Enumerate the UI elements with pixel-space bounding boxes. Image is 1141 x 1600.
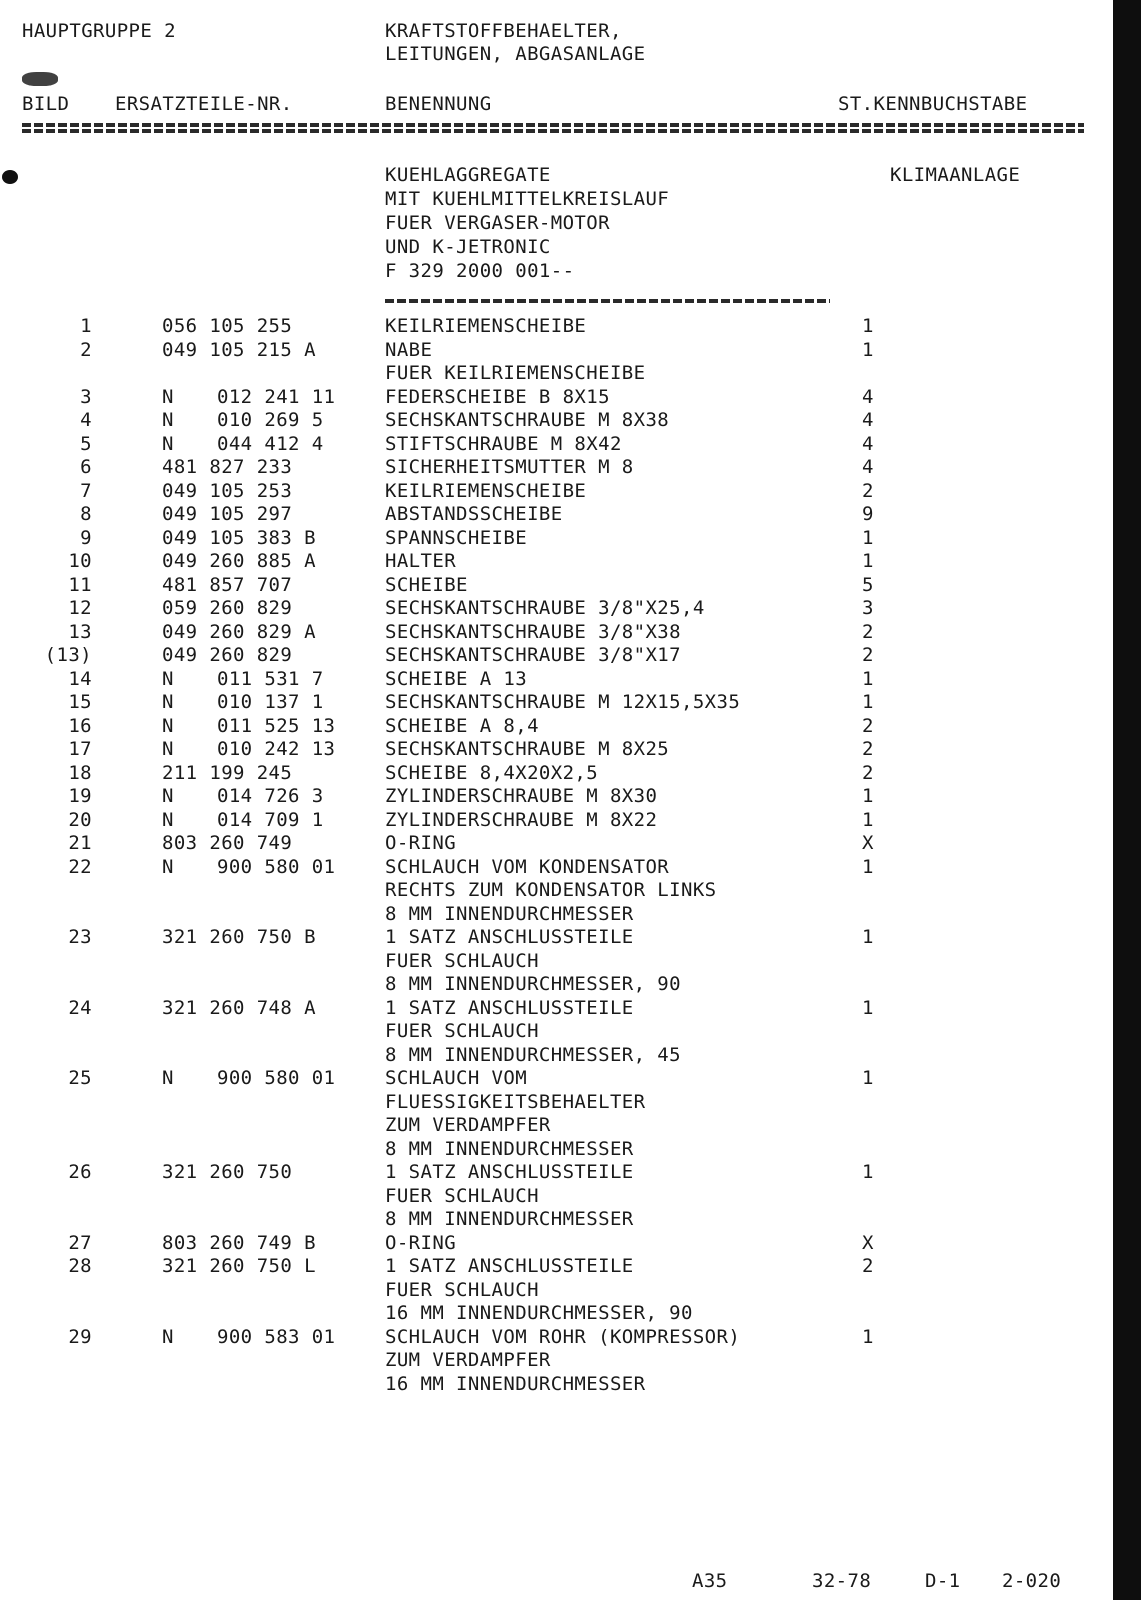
- part-prefix: N: [162, 1325, 174, 1348]
- quantity: 1: [862, 550, 874, 572]
- part-name: SECHSKANTSCHRAUBE M 12X15,5X35: [385, 691, 741, 713]
- part-number: 049 260 829: [162, 644, 293, 666]
- part-name: 16 MM INNENDURCHMESSER: [385, 1372, 646, 1395]
- part-number: 012 241 11: [217, 385, 336, 408]
- bild-number: 28: [68, 1255, 92, 1277]
- part-number: 011 531 7: [217, 667, 324, 690]
- part-name: SECHSKANTSCHRAUBE 3/8"X25,4: [385, 597, 705, 619]
- quantity: 4: [862, 409, 874, 431]
- part-name: ABSTANDSSCHEIBE: [385, 503, 563, 525]
- part-number: 014 726 3: [217, 785, 324, 807]
- table-row: [0, 527, 1110, 551]
- quantity: X: [862, 832, 874, 854]
- part-number: 049 105 383 B: [162, 526, 316, 549]
- part-name: 8 MM INNENDURCHMESSER, 90: [385, 973, 681, 995]
- part-name: 1 SATZ ANSCHLUSSTEILE: [385, 926, 634, 948]
- part-name: 1 SATZ ANSCHLUSSTEILE: [385, 1161, 634, 1183]
- part-name: 1 SATZ ANSCHLUSSTEILE: [385, 1255, 634, 1277]
- table-row: [0, 1067, 1110, 1091]
- part-number: 900 580 01: [217, 1067, 336, 1089]
- part-name: SCHEIBE A 13: [385, 667, 528, 690]
- table-row: [0, 762, 1110, 786]
- table-row: [0, 1114, 1110, 1138]
- table-row: [0, 950, 1110, 974]
- table-row: [0, 1373, 1110, 1397]
- quantity: 1: [862, 1325, 874, 1348]
- table-row: [0, 1020, 1110, 1044]
- quantity: 2: [862, 620, 874, 643]
- bild-number: 4: [80, 409, 92, 431]
- part-name: 8 MM INNENDURCHMESSER: [385, 1137, 634, 1160]
- table-row: [0, 362, 1110, 386]
- part-number: 321 260 748 A: [162, 996, 316, 1019]
- part-name: KEILRIEMENSCHEIBE: [385, 479, 587, 502]
- document-title-line1: KRAFTSTOFFBEHAELTER,: [385, 20, 622, 42]
- table-row: [0, 409, 1110, 433]
- part-prefix: N: [162, 667, 174, 690]
- table-row: [0, 1091, 1110, 1115]
- bild-number: 8: [80, 503, 92, 525]
- part-name: ZYLINDERSCHRAUBE M 8X22: [385, 808, 658, 831]
- part-name: 8 MM INNENDURCHMESSER, 45: [385, 1043, 681, 1066]
- table-row: [0, 1255, 1110, 1279]
- table-row: [0, 386, 1110, 410]
- bild-number: 5: [80, 432, 92, 455]
- group-kennbuchstabe: KLIMAANLAGE: [890, 164, 1021, 186]
- document-title-line2: LEITUNGEN, ABGASANLAGE: [385, 43, 646, 65]
- part-name: SCHLAUCH VOM ROHR (KOMPRESSOR): [385, 1325, 741, 1348]
- table-row: [0, 574, 1110, 598]
- bild-number: 24: [68, 996, 92, 1019]
- footer-code: D-1: [925, 1570, 961, 1592]
- part-number: 481 827 233: [162, 456, 293, 478]
- part-name: FUER SCHLAUCH: [385, 949, 539, 972]
- table-row: [0, 809, 1110, 833]
- ink-blot: [2, 170, 18, 184]
- part-prefix: N: [162, 409, 174, 431]
- table-row: [0, 456, 1110, 480]
- table-row: [0, 480, 1110, 504]
- group-line: KUEHLAGGREGATE: [385, 164, 551, 186]
- part-name: SECHSKANTSCHRAUBE 3/8"X17: [385, 644, 681, 666]
- quantity: 5: [862, 573, 874, 596]
- part-name: SECHSKANTSCHRAUBE 3/8"X38: [385, 620, 681, 643]
- bild-number: 16: [68, 714, 92, 737]
- hauptgruppe-label: HAUPTGRUPPE 2: [22, 20, 176, 42]
- group-line: MIT KUEHLMITTELKREISLAUF: [385, 188, 670, 210]
- bild-number: 27: [68, 1231, 92, 1254]
- part-number: 900 583 01: [217, 1325, 336, 1348]
- footer-code: 32-78: [812, 1570, 872, 1592]
- bild-number: 29: [68, 1325, 92, 1348]
- part-name: 8 MM INNENDURCHMESSER: [385, 902, 634, 925]
- bild-number: 14: [68, 667, 92, 690]
- part-name: KEILRIEMENSCHEIBE: [385, 315, 587, 337]
- bild-number: 11: [68, 573, 92, 596]
- table-row: [0, 1161, 1110, 1185]
- part-name: SCHEIBE A 8,4: [385, 714, 539, 737]
- table-row: [0, 856, 1110, 880]
- part-number: 049 105 297: [162, 503, 293, 525]
- bild-number: 2: [80, 338, 92, 361]
- bild-number: 17: [68, 738, 92, 760]
- bild-number: 23: [68, 926, 92, 948]
- group-line: UND K-JETRONIC: [385, 236, 551, 258]
- part-prefix: N: [162, 385, 174, 408]
- table-row: [0, 738, 1110, 762]
- table-row: [0, 1208, 1110, 1232]
- quantity: 3: [862, 597, 874, 619]
- quantity: 1: [862, 855, 874, 878]
- part-prefix: N: [162, 738, 174, 760]
- scanner-edge: [1113, 0, 1141, 1600]
- part-name: O-RING: [385, 832, 457, 854]
- part-number: 321 260 750 L: [162, 1255, 316, 1277]
- table-row: [0, 1185, 1110, 1209]
- part-name: 1 SATZ ANSCHLUSSTEILE: [385, 996, 634, 1019]
- header-separator: [22, 123, 1084, 127]
- part-number: 803 260 749 B: [162, 1231, 316, 1254]
- bild-number: 6: [80, 456, 92, 478]
- part-name: SECHSKANTSCHRAUBE M 8X25: [385, 738, 670, 760]
- group-line: FUER VERGASER-MOTOR: [385, 212, 610, 234]
- part-name: FUER SCHLAUCH: [385, 1278, 539, 1301]
- column-header-ersatzteile-nr: ERSATZTEILE-NR.: [115, 93, 293, 115]
- part-name: SCHLAUCH VOM KONDENSATOR: [385, 855, 670, 878]
- part-number: 044 412 4: [217, 432, 324, 455]
- group-separator: [385, 299, 830, 303]
- quantity: 1: [862, 1161, 874, 1183]
- part-number: 049 105 253: [162, 479, 293, 502]
- quantity: 4: [862, 385, 874, 408]
- column-header-bild: BILD: [22, 93, 70, 115]
- part-prefix: N: [162, 691, 174, 713]
- table-row: [0, 1044, 1110, 1068]
- part-number: 803 260 749: [162, 832, 293, 854]
- table-row: [0, 832, 1110, 856]
- quantity: 1: [862, 338, 874, 361]
- table-row: [0, 1326, 1110, 1350]
- part-number: 211 199 245: [162, 761, 293, 784]
- quantity: 2: [862, 761, 874, 784]
- quantity: 1: [862, 785, 874, 807]
- part-name: 16 MM INNENDURCHMESSER, 90: [385, 1302, 693, 1324]
- table-row: [0, 339, 1110, 363]
- part-number: 049 105 215 A: [162, 338, 316, 361]
- part-number: 059 260 829: [162, 597, 293, 619]
- part-number: 010 269 5: [217, 409, 324, 431]
- table-row: [0, 1232, 1110, 1256]
- bild-number: 13: [68, 620, 92, 643]
- table-row: [0, 315, 1110, 339]
- footer-code: 2-020: [1002, 1570, 1062, 1592]
- bild-number: 7: [80, 479, 92, 502]
- part-name: 8 MM INNENDURCHMESSER: [385, 1208, 634, 1230]
- part-name: FEDERSCHEIBE B 8X15: [385, 385, 610, 408]
- quantity: 1: [862, 926, 874, 948]
- bild-number: 25: [68, 1067, 92, 1089]
- part-name: RECHTS ZUM KONDENSATOR LINKS: [385, 879, 717, 901]
- part-prefix: N: [162, 1067, 174, 1089]
- header-separator: [22, 129, 1084, 133]
- table-row: [0, 550, 1110, 574]
- part-prefix: N: [162, 808, 174, 831]
- part-number: 010 242 13: [217, 738, 336, 760]
- part-number: 049 260 885 A: [162, 550, 316, 572]
- part-number: 010 137 1: [217, 691, 324, 713]
- part-name: SPANNSCHEIBE: [385, 526, 528, 549]
- part-name: SECHSKANTSCHRAUBE M 8X38: [385, 409, 670, 431]
- quantity: 1: [862, 808, 874, 831]
- table-row: [0, 785, 1110, 809]
- bild-number: 10: [68, 550, 92, 572]
- quantity: 2: [862, 1255, 874, 1277]
- quantity: 2: [862, 479, 874, 502]
- part-prefix: N: [162, 855, 174, 878]
- part-prefix: N: [162, 785, 174, 807]
- table-row: [0, 1279, 1110, 1303]
- bild-number: 1: [80, 315, 92, 337]
- table-row: [0, 926, 1110, 950]
- quantity: 1: [862, 526, 874, 549]
- table-row: [0, 691, 1110, 715]
- part-name: FUER SCHLAUCH: [385, 1184, 539, 1207]
- table-row: [0, 879, 1110, 903]
- quantity: 1: [862, 667, 874, 690]
- column-header-benennung: BENENNUNG: [385, 93, 492, 115]
- bild-number: 22: [68, 855, 92, 878]
- bild-number: 18: [68, 761, 92, 784]
- quantity: 1: [862, 996, 874, 1019]
- part-name: SCHEIBE: [385, 573, 468, 596]
- table-row: [0, 973, 1110, 997]
- bild-number: 12: [68, 597, 92, 619]
- table-row: [0, 433, 1110, 457]
- table-row: [0, 1302, 1110, 1326]
- part-name: FLUESSIGKEITSBEHAELTER: [385, 1090, 646, 1113]
- part-name: SICHERHEITSMUTTER M 8: [385, 456, 634, 478]
- table-row: [0, 668, 1110, 692]
- bild-number: 19: [68, 785, 92, 807]
- part-number: 056 105 255: [162, 315, 293, 337]
- part-number: 014 709 1: [217, 808, 324, 831]
- part-name: ZUM VERDAMPFER: [385, 1114, 551, 1136]
- part-name: ZUM VERDAMPFER: [385, 1349, 551, 1371]
- footer-code: A35: [692, 1570, 728, 1592]
- quantity: 4: [862, 432, 874, 455]
- bild-number: 20: [68, 808, 92, 831]
- bild-number: 3: [80, 385, 92, 408]
- table-row: [0, 903, 1110, 927]
- table-row: [0, 621, 1110, 645]
- bild-number: (13): [44, 644, 92, 666]
- part-prefix: N: [162, 714, 174, 737]
- part-number: 049 260 829 A: [162, 620, 316, 643]
- bild-number: 9: [80, 526, 92, 549]
- part-name: O-RING: [385, 1231, 457, 1254]
- table-row: [0, 644, 1110, 668]
- part-number: 011 525 13: [217, 714, 336, 737]
- table-row: [0, 997, 1110, 1021]
- part-number: 321 260 750: [162, 1161, 293, 1183]
- part-prefix: N: [162, 432, 174, 455]
- part-name: HALTER: [385, 550, 457, 572]
- quantity: 2: [862, 714, 874, 737]
- quantity: 1: [862, 691, 874, 713]
- part-number: 900 580 01: [217, 855, 336, 878]
- table-row: [0, 1349, 1110, 1373]
- ink-blot: [22, 72, 58, 86]
- part-number: 481 857 707: [162, 573, 293, 596]
- bild-number: 26: [68, 1161, 92, 1183]
- part-name: STIFTSCHRAUBE M 8X42: [385, 432, 622, 455]
- part-name: FUER SCHLAUCH: [385, 1020, 539, 1042]
- bild-number: 21: [68, 832, 92, 854]
- quantity: 1: [862, 315, 874, 337]
- table-row: [0, 597, 1110, 621]
- table-row: [0, 715, 1110, 739]
- part-name: ZYLINDERSCHRAUBE M 8X30: [385, 785, 658, 807]
- part-name: FUER KEILRIEMENSCHEIBE: [385, 362, 646, 384]
- group-line: F 329 2000 001--: [385, 260, 575, 282]
- part-name: NABE: [385, 338, 433, 361]
- quantity: 4: [862, 456, 874, 478]
- quantity: 1: [862, 1067, 874, 1089]
- column-header-st-kennbuchstabe: ST.KENNBUCHSTABE: [838, 93, 1028, 115]
- bild-number: 15: [68, 691, 92, 713]
- quantity: 2: [862, 644, 874, 666]
- quantity: 2: [862, 738, 874, 760]
- part-name: SCHLAUCH VOM: [385, 1067, 528, 1089]
- quantity: X: [862, 1231, 874, 1254]
- part-name: SCHEIBE 8,4X20X2,5: [385, 761, 599, 784]
- quantity: 9: [862, 503, 874, 525]
- part-number: 321 260 750 B: [162, 926, 316, 948]
- table-row: [0, 1138, 1110, 1162]
- table-row: [0, 503, 1110, 527]
- parts-list: [0, 315, 1110, 1396]
